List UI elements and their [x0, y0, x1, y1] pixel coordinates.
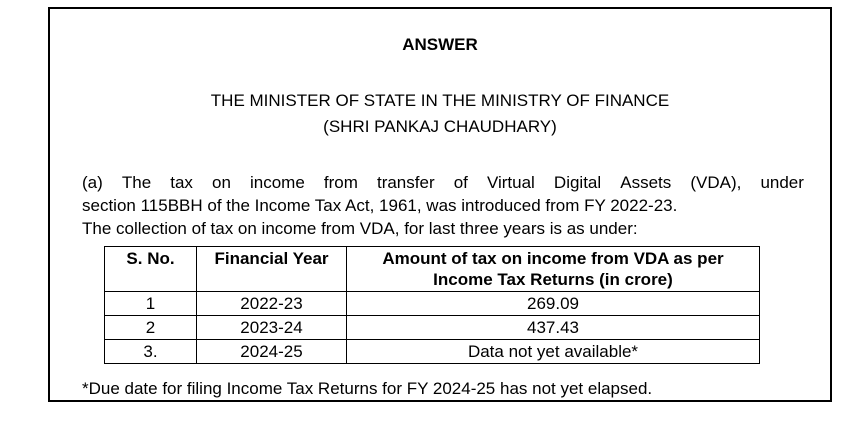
- paragraph-line-1: [82, 171, 804, 194]
- cell-year: 2022-23: [197, 292, 347, 316]
- paragraph-word: from: [323, 173, 358, 192]
- cell-amount: 437.43: [347, 316, 760, 340]
- paragraph-word: Digital: [553, 173, 602, 192]
- cell-year: 2024-25: [197, 340, 347, 364]
- header-amount: Amount of tax on income from VDA as per Income Tax Returns (in crore): [347, 247, 760, 292]
- paragraph-line-3: The collection of tax on income from VDA, for last three years is as under:: [82, 219, 638, 238]
- cell-amount: Data not yet available*: [347, 340, 760, 364]
- cell-sno: 3.: [105, 340, 197, 364]
- table-row: [105, 292, 760, 316]
- table-row: [105, 316, 760, 340]
- paragraph-word: The: [121, 173, 152, 192]
- paragraph-word: of: [453, 173, 468, 192]
- answer-heading: ANSWER: [402, 35, 478, 54]
- vda-tax-table: [104, 246, 760, 364]
- minister-title: THE MINISTER OF STATE IN THE MINISTRY OF FINANCE: [210, 91, 670, 110]
- cell-amount: 269.09: [347, 292, 760, 316]
- paragraph-line-2: section 115BBH of the Income Tax Act, 1961, was introduced from FY 2022-23.: [82, 196, 678, 215]
- paragraph-word: Assets: [620, 173, 672, 192]
- header-financial-year: Financial Year: [197, 247, 347, 292]
- paragraph-word: Virtual: [486, 173, 535, 192]
- paragraph-word: on: [212, 173, 231, 192]
- table-row: [105, 340, 760, 364]
- answer-paragraph: [82, 171, 804, 240]
- paragraph-label: (a): [82, 173, 103, 192]
- header-sno: S. No.: [105, 247, 197, 292]
- cell-year: 2023-24: [197, 316, 347, 340]
- cell-sno: 1: [105, 292, 197, 316]
- paragraph-word: under: [760, 173, 804, 192]
- paragraph-word: tax: [170, 173, 193, 192]
- cell-sno: 2: [105, 316, 197, 340]
- paragraph-word: income: [250, 173, 305, 192]
- paragraph-word: transfer: [376, 173, 435, 192]
- footnote: *Due date for filing Income Tax Returns for FY 2024-25 has not yet elapsed.: [82, 379, 653, 398]
- paragraph-word: (VDA),: [690, 173, 742, 192]
- answer-document: [48, 7, 832, 402]
- table-header-row: [105, 247, 760, 292]
- minister-name: (SHRI PANKAJ CHAUDHARY): [323, 117, 557, 136]
